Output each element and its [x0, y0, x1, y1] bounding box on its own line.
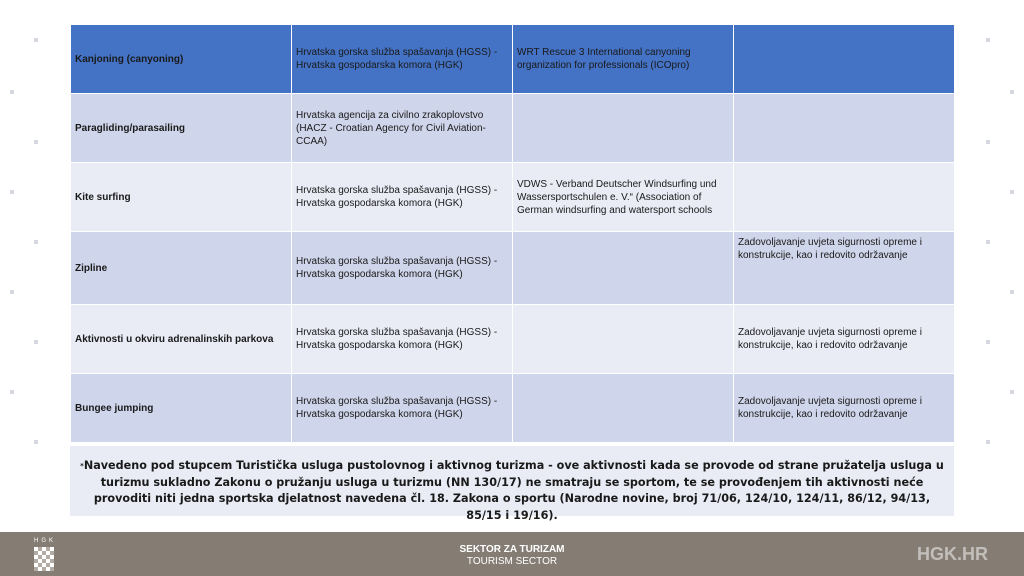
- footnote-box: [70, 446, 954, 522]
- table-row-paragliding: [71, 94, 955, 163]
- footnote-text: Navedeno pod stupcem Turistička usluga pustolovnog i aktivnog turizma - ove aktivnosti kada se provode od strane pružatelja usluga u turizmu sukladno Zakonu o pružanju usluga u turizmu (NN 130/17) ne smatraju se sportom, te se provođenjem tih aktivnosti neće provoditi niti jedna sportska djelatnost navedena čl. 18. Zakona o sportu (Narodne novine, broj 71/06, 124/10, 124/11, 86/12, 94/13, 85/15 i 19/16).: [83, 459, 944, 522]
- table-cell-category: Zipline: [71, 232, 292, 305]
- table-cell-international-organization: [513, 305, 734, 374]
- table-cell-international-organization: VDWS - Verband Deutscher Windsurfing und Wassersportschulen e. V.“ (Association of German windsurfing and watersport schools: [513, 163, 734, 232]
- table-cell-category: Kite surfing: [71, 163, 292, 232]
- table-cell-organization: Hrvatska gorska služba spašavanja (HGSS) - Hrvatska gospodarska komora (HGK): [292, 163, 513, 232]
- table-cell-organization: Hrvatska gorska služba spašavanja (HGSS) - Hrvatska gospodarska komora (HGK): [292, 232, 513, 305]
- table-cell-category: Aktivnosti u okviru adrenalinskih parkova: [71, 305, 292, 374]
- table-cell-international-organization: [513, 374, 734, 443]
- table-cell-category: Kanjoning (canyoning): [71, 25, 292, 94]
- sector-title-english: TOURISM SECTOR: [466, 556, 558, 567]
- hgk-logo-text: HGK: [34, 538, 57, 544]
- table-cell-organization: Hrvatska agencija za civilno zrakoplovstvo (HACZ - Croatian Agency for Civil Aviation- CCAA): [292, 94, 513, 163]
- table-row-adrenaline-parks: [71, 305, 955, 374]
- table-row-canyoning: [71, 25, 955, 94]
- table-cell-requirements: Zadovoljavanje uvjeta sigurnosti opreme i konstrukcije, kao i redovito održavanje: [734, 232, 955, 305]
- table-cell-category: Paragliding/parasailing: [71, 94, 292, 163]
- table-cell-international-organization: [513, 94, 734, 163]
- table-cell-international-organization: [513, 232, 734, 305]
- table-row-bungee-jumping: [71, 374, 955, 443]
- table-cell-organization: Hrvatska gorska služba spašavanja (HGSS) - Hrvatska gospodarska komora (HGK): [292, 25, 513, 94]
- table-row-zipline: [71, 232, 955, 305]
- table-cell-category: Bungee jumping: [71, 374, 292, 443]
- brand-wordmark: HGK.HR: [917, 544, 988, 564]
- activities-table: [70, 24, 955, 443]
- footer-bar: [0, 532, 1024, 576]
- table-row-kite-surfing: [71, 163, 955, 232]
- table-cell-organization: Hrvatska gorska služba spašavanja (HGSS) - Hrvatska gospodarska komora (HGK): [292, 374, 513, 443]
- sector-title-croatian: SEKTOR ZA TURIZAM: [459, 544, 565, 555]
- table-cell-requirements: [734, 94, 955, 163]
- table-cell-international-organization: WRT Rescue 3 International canyoning organization for professionals (ICOpro): [513, 25, 734, 94]
- footnote-marker: *: [80, 462, 84, 470]
- activities-table-wrapper: [70, 24, 954, 443]
- table-cell-organization: Hrvatska gorska služba spašavanja (HGSS) - Hrvatska gospodarska komora (HGK): [292, 305, 513, 374]
- table-cell-requirements: [734, 163, 955, 232]
- table-cell-requirements: Zadovoljavanje uvjeta sigurnosti opreme i konstrukcije, kao i redovito održavanje: [734, 374, 955, 443]
- table-cell-requirements: Zadovoljavanje uvjeta sigurnosti opreme i konstrukcije, kao i redovito održavanje: [734, 305, 955, 374]
- table-cell-requirements: [734, 25, 955, 94]
